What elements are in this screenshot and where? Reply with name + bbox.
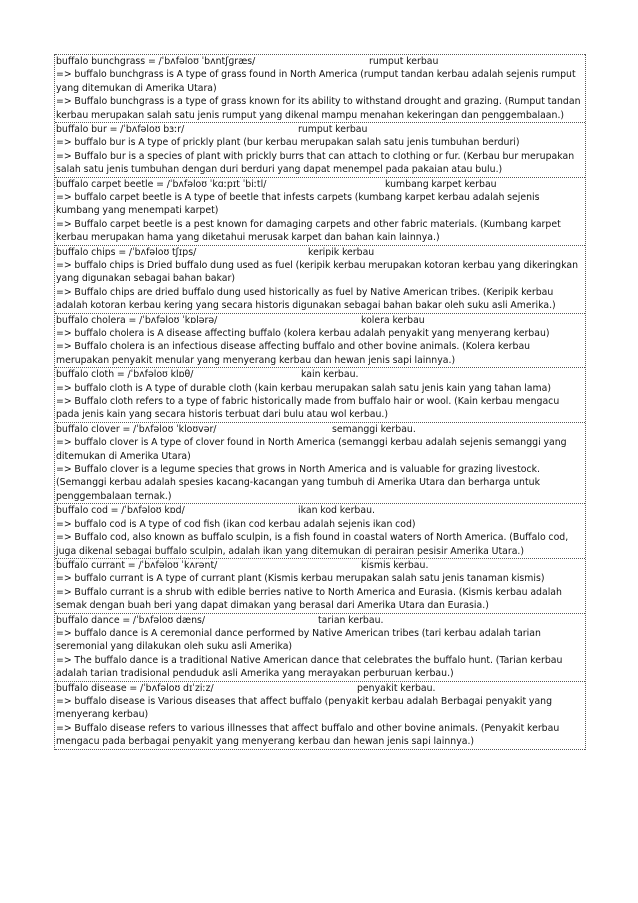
glossary-entry bbox=[55, 613, 585, 681]
glossary-entry bbox=[55, 503, 585, 558]
entry-example: => Buffalo chips are dried buffalo dung used historically as fuel by Native American tribes. (Keripik kerbau adalah kotoran kerbau kering yang secara historis digunakan sebagai bahan bakar oleh suku asli Amerika.) bbox=[56, 286, 556, 312]
entry-translation: rumput kerbau bbox=[369, 56, 439, 67]
glossary-entry bbox=[55, 245, 585, 313]
entry-example: => Buffalo bur is a species of plant with prickly burrs that can attach to clothing or fur. (Kerbau bur merupakan salah satu jenis tumbuhan dengan duri berduri yang dapat menempel pada pakaian atau bulu.) bbox=[56, 150, 575, 176]
entry-definition: => buffalo bunchgrass is A type of grass found in North America (rumput tandan kerbau adalah sejenis rumput yang ditemukan di Amerika Utara) bbox=[56, 69, 576, 94]
entry-term: buffalo cholera = /ˈbʌfəloʊ ˈkɒlərə/ bbox=[56, 314, 218, 326]
glossary-entry bbox=[55, 422, 585, 503]
entry-term: buffalo cod = /ˈbʌfəloʊ kɒd/ bbox=[56, 505, 185, 517]
entry-translation: kain kerbau. bbox=[301, 369, 359, 381]
entry-definition: => buffalo bur is A type of prickly plant (bur kerbau merupakan salah satu jenis tumbuhan berduri) bbox=[56, 137, 520, 149]
entry-term: buffalo bur = /ˈbʌfəloʊ bɜːr/ bbox=[56, 124, 185, 136]
entry-definition: => buffalo disease is Various diseases that affect buffalo (penyakit kerbau adalah Berbagai penyakit yang menyerang kerbau) bbox=[56, 695, 553, 721]
entry-definition: => buffalo chips is Dried buffalo dung used as fuel (keripik kerbau merupakan kotoran kerbau yang dikeringkan yang digunakan sebagai bahan bakar) bbox=[56, 260, 579, 285]
entry-headline bbox=[56, 682, 585, 695]
entry-term: buffalo currant = /ˈbʌfəloʊ ˈkʌrənt/ bbox=[56, 559, 218, 571]
entry-definition: => buffalo currant is A type of currant plant (Kismis kerbau merupakan salah satu jenis tanaman kismis) bbox=[56, 573, 545, 585]
entry-example: => Buffalo cloth refers to a type of fabric historically made from buffalo hair or wool. (Kain kerbau mengacu pada jenis kain yang secara historis terbuat dari bulu atau wol kerbau.) bbox=[56, 396, 560, 421]
glossary-entry bbox=[55, 177, 585, 245]
entry-translation: tarian kerbau. bbox=[318, 614, 384, 626]
entry-headline bbox=[56, 504, 585, 517]
glossary-entry bbox=[55, 367, 585, 422]
entry-term: buffalo clover = /ˈbʌfəloʊ ˈkloʊvər/ bbox=[56, 423, 217, 435]
glossary-entry bbox=[55, 122, 585, 177]
entry-example: => Buffalo bunchgrass is a type of grass known for its ability to withstand drought and grazing. (Rumput tandan kerbau merupakan salah satu jenis rumput yang dikenal mampu menahan kekeringan dan penggembalaan.) bbox=[56, 96, 581, 121]
entry-headline bbox=[56, 123, 585, 136]
entry-headline bbox=[56, 559, 585, 572]
glossary-document bbox=[54, 54, 586, 750]
entry-term: buffalo bunchgrass = /ˈbʌfəloʊ ˈbʌntʃɡræs/ bbox=[56, 56, 256, 67]
entry-headline bbox=[56, 246, 585, 259]
glossary-entry bbox=[55, 54, 585, 122]
entry-example: => Buffalo disease refers to various illnesses that affect buffalo and other bovine animals. (Penyakit kerbau mengacu pada berbagai penyakit yang menyerang kerbau dan hewan jenis sapi lainnya.) bbox=[56, 722, 560, 748]
entry-translation: semanggi kerbau. bbox=[332, 423, 416, 435]
entry-example: => Buffalo cholera is an infectious disease affecting buffalo and other bovine animals. (Kolera kerbau merupakan penyakit menular yang menyerang kerbau dan hewan jenis sapi lainnya.) bbox=[56, 341, 531, 366]
entry-term: buffalo dance = /ˈbʌfəloʊ dæns/ bbox=[56, 614, 206, 626]
entry-headline bbox=[56, 614, 585, 627]
entry-term: buffalo carpet beetle = /ˈbʌfəloʊ ˈkɑːpɪt ˈbiːtl/ bbox=[56, 178, 267, 190]
entry-definition: => buffalo cholera is A disease affecting buffalo (kolera kerbau adalah penyakit yang menyerang kerbau) bbox=[56, 328, 550, 340]
entry-definition: => buffalo dance is A ceremonial dance performed by Native American tribes (tari kerbau adalah tarian seremonial yang dilakukan oleh suku asli Amerika) bbox=[56, 627, 541, 653]
entry-example: => The buffalo dance is a traditional Native American dance that celebrates the buffalo hunt. (Tarian kerbau adalah tarian tradisional penduduk asli Amerika yang merayakan perburuan kerbau.) bbox=[56, 654, 563, 680]
entry-example: => Buffalo clover is a legume species that grows in North America and is valuable for grazing livestock. (Semanggi kerbau adalah spesies kacang-kacangan yang tumbuh di Amerika Utara dan berharga untuk penggembalaan ternak.) bbox=[56, 464, 540, 502]
entry-definition: => buffalo cod is A type of cod fish (ikan cod kerbau adalah sejenis ikan cod) bbox=[56, 518, 416, 530]
entry-translation: kismis kerbau. bbox=[361, 559, 429, 571]
entry-example: => Buffalo cod, also known as buffalo sculpin, is a fish found in coastal waters of North America. (Buffalo cod, juga dikenal sebagai buffalo sculpin, adalah ikan yang ditemukan di perairan pesisir Amerika Utara.) bbox=[56, 532, 569, 557]
entry-headline bbox=[56, 314, 585, 327]
entry-definition: => buffalo carpet beetle is A type of beetle that infests carpets (kumbang karpet kerbau adalah sejenis kumbang yang menempati karpet) bbox=[56, 192, 540, 217]
entry-example: => Buffalo carpet beetle is a pest known for damaging carpets and other fabric materials. (Kumbang karpet kerbau merupakan hama yang diketahui merusak karpet dan bahan kain lainnya.) bbox=[56, 218, 561, 244]
entry-translation: kolera kerbau bbox=[361, 314, 425, 326]
entry-translation: penyakit kerbau. bbox=[357, 682, 436, 694]
entry-term: buffalo chips = /ˈbʌfəloʊ tʃɪps/ bbox=[56, 246, 197, 258]
glossary-entry bbox=[55, 558, 585, 613]
entry-definition: => buffalo clover is A type of clover found in North America (semanggi kerbau adalah sejenis semanggi yang ditemukan di Amerika Utara) bbox=[56, 437, 567, 462]
glossary-entry bbox=[55, 313, 585, 368]
entry-translation: kumbang karpet kerbau bbox=[385, 178, 497, 190]
entry-translation: keripik kerbau bbox=[308, 246, 375, 258]
entry-headline bbox=[56, 423, 585, 436]
entry-definition: => buffalo cloth is A type of durable cloth (kain kerbau merupakan salah satu jenis kain yang tahan lama) bbox=[56, 382, 551, 394]
entry-translation: ikan kod kerbau. bbox=[298, 505, 375, 517]
entry-term: buffalo cloth = /ˈbʌfəloʊ klɒθ/ bbox=[56, 369, 194, 381]
entry-headline bbox=[56, 368, 585, 381]
entry-headline bbox=[56, 55, 585, 68]
glossary-entry bbox=[55, 681, 585, 750]
entry-headline bbox=[56, 178, 585, 191]
entry-term: buffalo disease = /ˈbʌfəloʊ dɪˈziːz/ bbox=[56, 682, 214, 694]
entry-example: => Buffalo currant is a shrub with edible berries native to North America and Eurasia. (Kismis kerbau adalah semak dengan buah beri yang dapat dimakan yang berasal dari Amerika Utara dan Eurasia.) bbox=[56, 586, 562, 612]
entry-translation: rumput kerbau bbox=[298, 124, 368, 136]
